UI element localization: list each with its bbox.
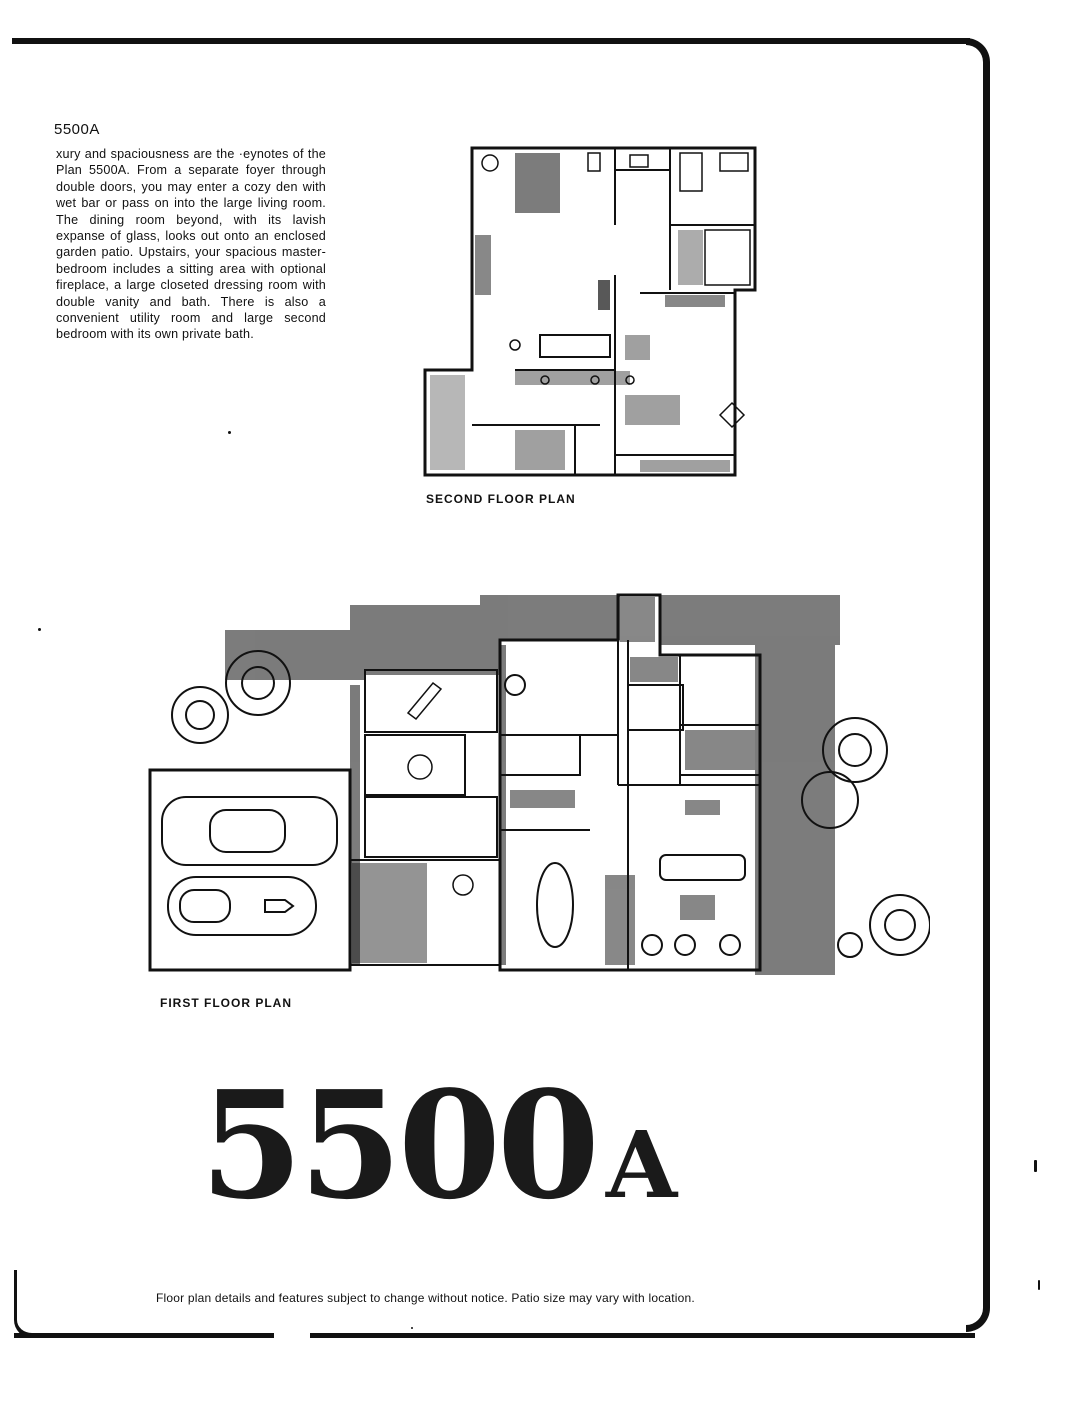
scan-speck — [1038, 1280, 1040, 1290]
plan-code-heading: 5500A — [54, 121, 100, 138]
first-floor-label: FIRST FLOOR PLAN — [160, 996, 292, 1010]
page-border-bottom-right — [310, 1333, 975, 1338]
scan-speck — [38, 628, 41, 631]
second-floor-plan-drawing — [420, 145, 760, 480]
page-border-corner — [14, 1270, 34, 1338]
second-floor-label: SECOND FLOOR PLAN — [426, 492, 576, 506]
scan-speck — [1034, 1160, 1037, 1172]
first-floor-plan-drawing — [140, 585, 930, 990]
disclaimer-note: Floor plan details and features subject to change without notice. Patio size may vary with location. — [156, 1291, 695, 1305]
plan-letter: A — [605, 1111, 678, 1219]
page-border-bottom-left — [14, 1333, 274, 1338]
plan-description: xury and spaciousness are the ·eynotes of the Plan 5500A. From a separate foyer through double doors, you may enter a cozy den with wet bar or pass on into the large living room. The dining room beyond, with its lavish expanse of glass, looks out onto an enclosed garden patio. Upstairs, your spacious master-bedroom includes a sitting area with optional fireplace, a large closeted dressing room with double vanity and bath. There is also a convenient utility room and large second bedroom with its own private bath. — [56, 147, 326, 342]
scan-speck — [228, 431, 231, 434]
plan-number: 5500 — [200, 1058, 596, 1232]
scan-speck — [411, 1327, 413, 1329]
page-border-top — [12, 38, 970, 44]
plan-number-display — [200, 1058, 678, 1232]
page-border-right — [966, 38, 990, 1332]
